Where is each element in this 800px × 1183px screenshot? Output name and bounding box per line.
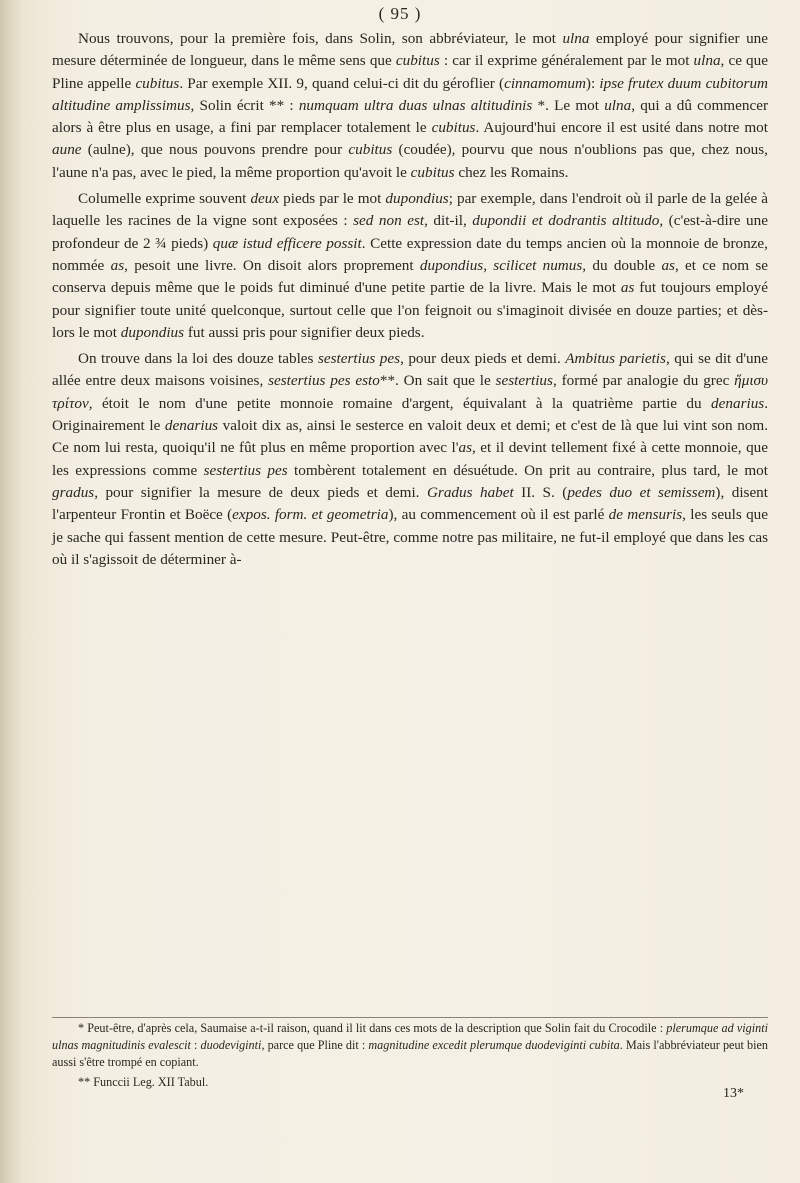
text-run: ** Funccii Leg. XII Tabul. (78, 1075, 209, 1090)
text-run: , les seuls que je sache qui fassent mention de cette mesure. Peut-être, comme notre pas militaire, ne fut-il employé que dans les cas où il s'agissoit de déterminer à- (52, 506, 769, 568)
footnotes (52, 1017, 768, 1091)
italic-term: numquam ultra duas ulnas altitudinis (298, 96, 533, 114)
italic-term: sestertius (495, 372, 553, 390)
italic-term: dupondius (419, 256, 484, 274)
text-run: , Solin écrit ** : (190, 96, 299, 114)
text-run: , qui se dit d'une allée entre deux maisons voisines, (52, 350, 768, 390)
text-run: , (483, 256, 494, 274)
italic-term: cubitus (395, 52, 440, 70)
italic-term: Ambitus parietis (565, 350, 666, 368)
text-run: valoit dix as, ainsi le sesterce en valoit deux et demi; et c'est de là que lui vint son nom. Ce nom lui resta, quoiqu'il ne fût plus en même proportion avec l' (52, 417, 768, 457)
text-run: Columelle exprime souvent (78, 190, 251, 208)
paragraph-sestertius (52, 348, 768, 571)
italic-term: plerumque ad viginti ulnas magnitudinis evalescit (52, 1021, 768, 1052)
italic-term: as (661, 256, 675, 274)
text-run: , formé par analogie du grec (552, 372, 735, 390)
text-run: , pour deux pieds et demi. (400, 350, 566, 368)
italic-term: sestertius pes (203, 461, 288, 479)
text-run: : (190, 1037, 201, 1052)
italic-term: cubitus (135, 74, 180, 92)
italic-term: as (458, 439, 473, 457)
italic-term: gradus (52, 483, 95, 501)
text-run: chez les Romains. (454, 163, 569, 181)
italic-term: pedes duo et semissem (567, 483, 716, 501)
paragraph-dupondius (52, 188, 768, 344)
text-run: * Peut-être, d'après cela, Saumaise a-t-il raison, quand il lit dans ces mots de la description que Solin fait du Crocodile : (78, 1021, 667, 1035)
text-run: , et ce nom se conserva depuis même que le poids fut diminué d'une petite partie de la livre. Mais le mot (52, 256, 769, 297)
text-run: , (c'est-à-dire une profondeur de 2 ¾ pieds) (52, 212, 768, 252)
italic-term: cubitus (348, 141, 393, 159)
text-run: **. On sait que le (379, 372, 496, 390)
text-run: , ce que Pline appelle (52, 52, 768, 92)
text-run: (aulne), que nous pouvons prendre pour (81, 141, 349, 159)
page-number: ( 95 ) (378, 4, 422, 23)
text-run: (coudée), pourvu que nous n'oublions pas que, chez nous, l'aune n'a pas, avec le pied, la même proportion qu'avoit le (52, 141, 768, 181)
text-run: ), au commencement où il est parlé (388, 506, 609, 524)
italic-term: duodeviginti (200, 1037, 262, 1052)
text-run: On trouve dans la loi des douze tables (78, 350, 318, 368)
text-run: . Aujourd'hui encore il est usité dans notre mot (475, 119, 768, 137)
italic-term: Gradus habet (426, 483, 514, 501)
text-run: , dit-il, (424, 212, 473, 230)
text-run: II. S. ( (513, 483, 568, 501)
signature-mark: 13* (723, 1086, 744, 1101)
italic-term: aune (52, 141, 82, 159)
text-run: , parce que Pline dit : (261, 1037, 369, 1052)
italic-term: dupondius (120, 323, 185, 341)
text-run: Nous trouvons, pour la première fois, dans Solin, son abbréviateur, le mot (78, 30, 563, 47)
italic-term: deux (250, 190, 280, 208)
text-run: . Cette expression date du temps ancien où la monnoie de bronze, nommée (52, 234, 768, 274)
italic-term: as (110, 256, 125, 274)
text-run: : car il exprime généralement par le mot (439, 52, 694, 70)
italic-term: magnitudine excedit plerumque duodeviginti cubita (368, 1037, 620, 1052)
text-run: *. Le mot (532, 96, 605, 114)
italic-term: cubitus (431, 119, 476, 137)
italic-term: denarius (711, 394, 765, 412)
italic-term: ulna (693, 52, 721, 70)
italic-term: sestertius pes esto (268, 372, 380, 390)
text-run: , pesoit une livre. On disoit alors proprement (124, 256, 420, 274)
main-text (52, 28, 768, 571)
italic-term: scilicet numus (493, 256, 583, 274)
text-run: ; par exemple, dans l'endroit où il parle de la gelée à laquelle les racines de la vigne sont exposées : (52, 190, 768, 230)
italic-term: dupondius (385, 190, 449, 208)
italic-term: expos. form. et geometria (232, 506, 389, 524)
text-run: ): (585, 74, 600, 92)
footnote-separator (52, 1017, 768, 1018)
italic-term: denarius (164, 417, 219, 435)
paragraph-ulna (52, 28, 768, 184)
text-run: tombèrent totalement en désuétude. On prit au contraire, plus tard, le mot (287, 461, 768, 479)
italic-term: cubitus (410, 163, 455, 181)
italic-term: sed non est (353, 212, 425, 230)
italic-term: ἥμισυ τρίτον (52, 372, 769, 412)
page-gutter-shadow (0, 0, 22, 1183)
text-run: fut aussi pris pour signifier deux pieds. (184, 323, 425, 341)
footnote-1 (52, 1020, 768, 1070)
text-run: employé pour signifier une mesure déterminée de longueur, dans le même sens que (52, 30, 768, 70)
text-run: , pour signifier la mesure de deux pieds et demi. (94, 483, 427, 501)
italic-term: quæ istud efficere possit (212, 234, 362, 252)
text-run: , étoit le nom d'une petite monnoie romaine d'argent, équivalant à la quatrième partie du (88, 394, 712, 412)
italic-term: dupondii et dodrantis altitudo (472, 212, 660, 230)
italic-term: de mensuris (608, 506, 683, 524)
italic-term: ipse frutex duum cubitorum altitudine amplissimus (52, 74, 769, 114)
footnote-2 (52, 1074, 768, 1091)
italic-term: sestertius pes (317, 350, 401, 368)
text-run: fut toujours employé pour signifier toute unité quelconque, surtout celle que l'on feignoit ou s'imaginoit divisée en douze parties; et dès-lors le mot (52, 279, 768, 341)
text-run: , et il devint tellement fixé à cette monnoie, que les expressions comme (52, 439, 768, 479)
text-run: . Par exemple XII. 9, quand celui-ci dit du géroflier ( (179, 74, 505, 92)
text-run: , qui a dû commencer alors à être plus en usage, a fini par remplacer totalement le (52, 96, 768, 137)
italic-term: ulna (604, 96, 632, 114)
text-run: , du double (582, 256, 662, 274)
italic-term: as (620, 279, 635, 297)
text-run: pieds par le mot (279, 190, 386, 208)
italic-term: cinnamomum (504, 74, 586, 92)
text-run: . Originairement le (52, 394, 768, 435)
italic-term: ulna (562, 30, 590, 47)
text-run: . Mais l'abbréviateur peut bien aussi s'être trompé en copiant. (52, 1037, 769, 1069)
text-run: ), disent l'arpenteur Frontin et Boëce ( (52, 483, 769, 524)
